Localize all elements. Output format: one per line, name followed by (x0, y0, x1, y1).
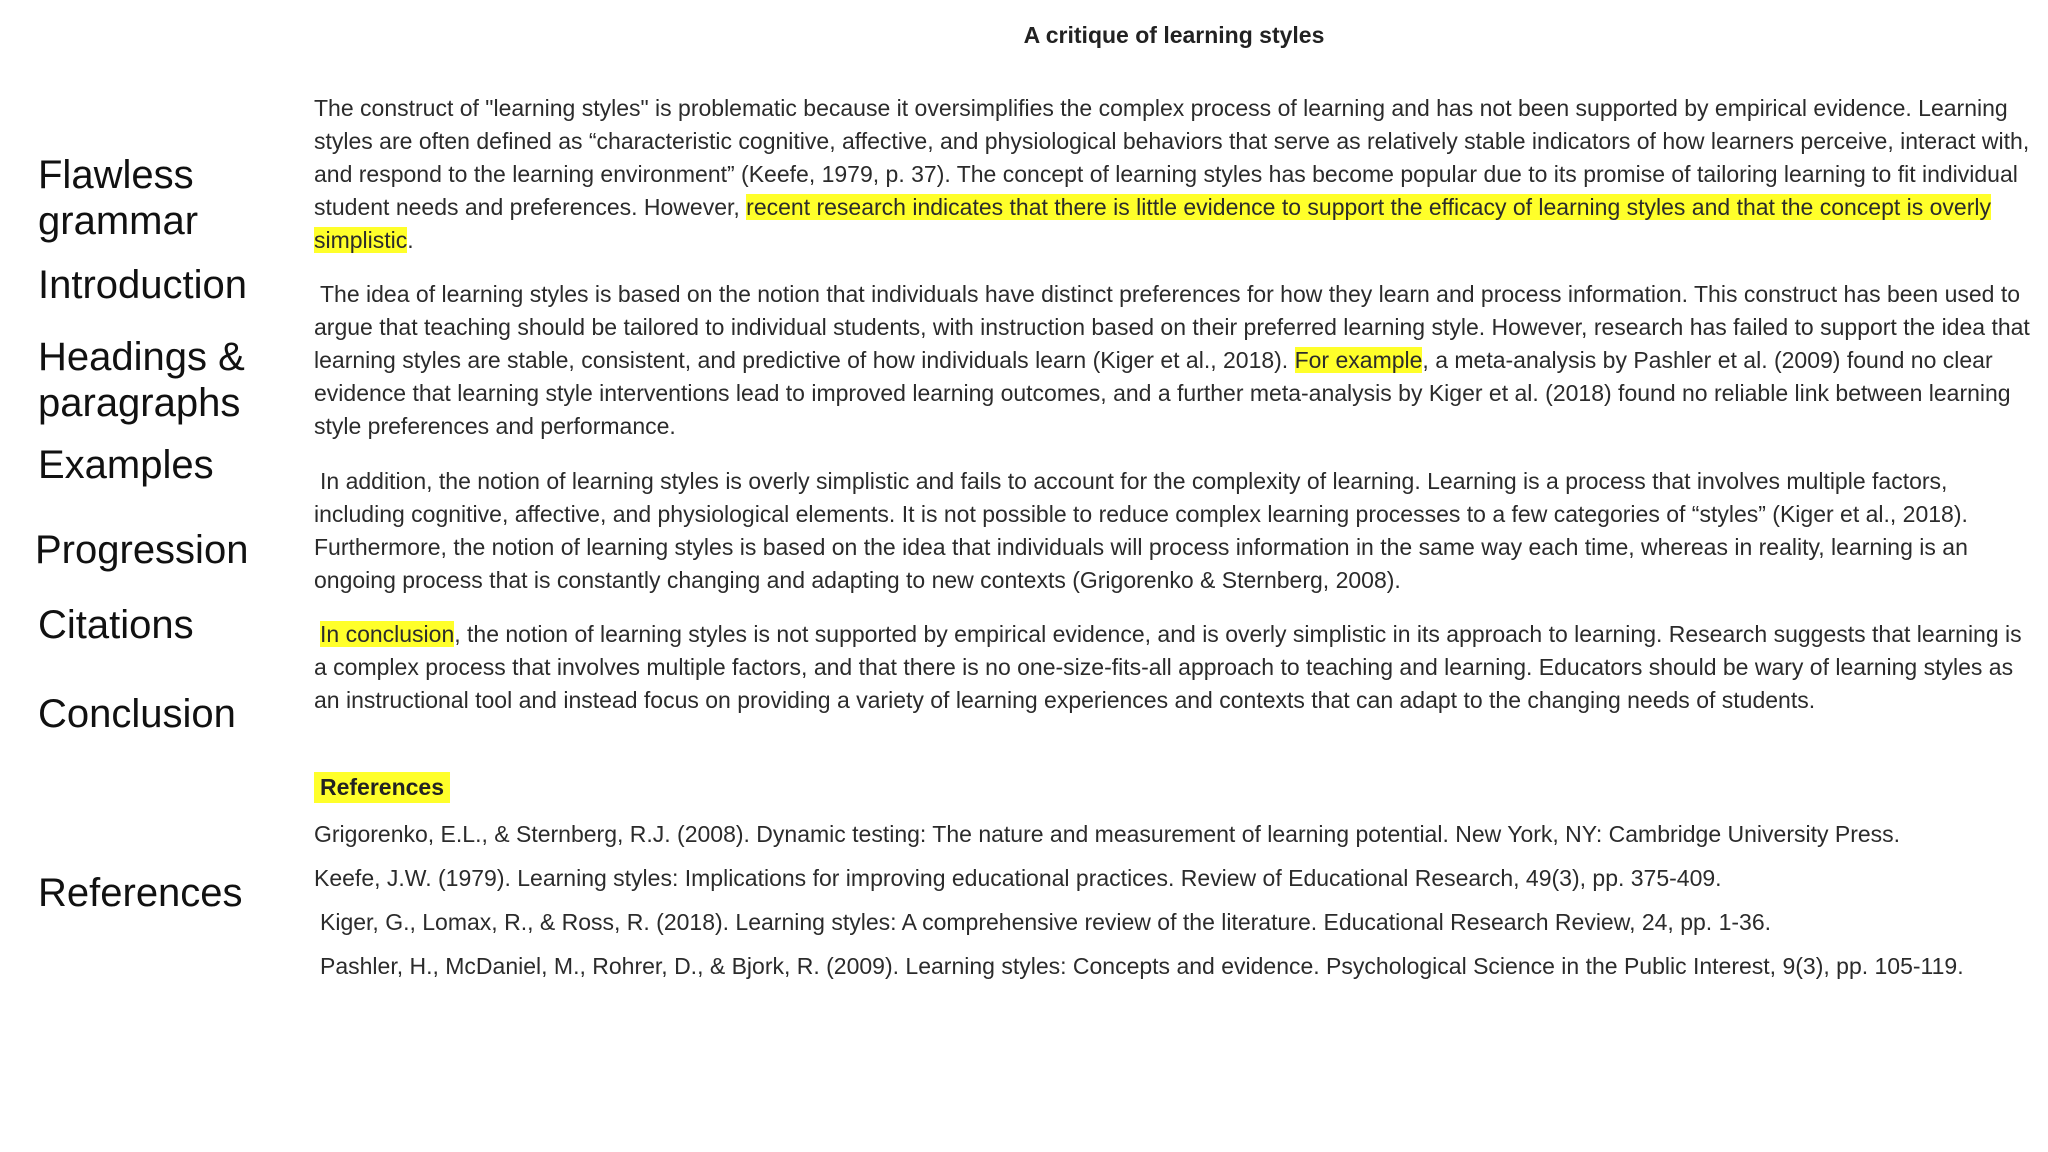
reference-item: Keefe, J.W. (1979). Learning styles: Implications for improving educational practices. Review of Educational Research, 49(3), pp. 375-409. (314, 865, 1722, 891)
paragraph-text: , a meta-analysis by Pashler et al. (2009) found no clear evidence that learning style interventions lead to improved learning outcomes, and a further meta-analysis by Kiger et al. (2018) found no reliable link between learning style preferences and performance. (314, 347, 2011, 439)
paragraph-text: . (407, 227, 414, 253)
label-flawless-grammar: Flawless grammar (38, 153, 199, 243)
label-conclusion: Conclusion (38, 692, 236, 736)
label-progression: Progression (35, 528, 249, 572)
label-citations: Citations (38, 603, 194, 647)
highlighted-conclusion: In conclusion (320, 621, 455, 647)
reference-item: Pashler, H., McDaniel, M., Rohrer, D., & Bjork, R. (2009). Learning styles: Concepts and evidence. Psychological Science in the Public Interest, 9(3), pp. 105-119. (320, 953, 1964, 979)
label-references: References (38, 871, 243, 915)
paragraph-body-1 (314, 278, 2034, 443)
highlighted-example: For example (1294, 347, 1423, 373)
label-examples: Examples (38, 443, 214, 487)
paragraph-conclusion (314, 618, 2034, 717)
label-headings-paragraphs: Headings & paragraphs (38, 335, 245, 425)
paragraph-body-2: In addition, the notion of learning styles is overly simplistic and fails to account for the complexity of learning. Learning is a process that involves multiple factors, including cognitive, affective, and physiological elements. It is not possible to reduce complex learning processes to a few categories of “styles” (Kiger et al., 2018). Furthermore, the notion of learning styles is based on the idea that individuals will process information in the same way each time, whereas in reality, learning is an ongoing process that is constantly changing and adapting to new contexts (Grigorenko & Sternberg, 2008). (314, 468, 1968, 593)
paragraph-introduction (314, 92, 2034, 257)
references-heading: References (314, 772, 450, 803)
reference-item: Kiger, G., Lomax, R., & Ross, R. (2018). Learning styles: A comprehensive review of the literature. Educational Research Review, 24, pp. 1-36. (320, 909, 1771, 935)
paragraph-text: The idea of learning styles is based on the notion that individuals have distinct preferences for how they learn and process information. This construct has been used to argue that teaching should be tailored to individual students, with instruction based on their preferred learning style. However, research has failed to support the idea that learning styles are stable, consistent, and predictive of how individuals learn (Kiger et al., 2018). (314, 281, 2030, 373)
document-title: A critique of learning styles (1023, 22, 1325, 48)
label-introduction: Introduction (38, 263, 248, 307)
reference-item: Grigorenko, E.L., & Sternberg, R.J. (2008). Dynamic testing: The nature and measurement of learning potential. New York, NY: Cambridge University Press. (314, 821, 1901, 847)
paragraph-text: , the notion of learning styles is not supported by empirical evidence, and is overly simplistic in its approach to learning. Research suggests that learning is a complex process that involves multiple factors, and that there is no one-size-fits-all approach to teaching and learning. Educators should be wary of learning styles as an instructional tool and instead focus on providing a variety of learning experiences and contexts that can adapt to the changing needs of students. (314, 621, 2022, 713)
highlighted-thesis: recent research indicates that there is little evidence to support the efficacy of learning styles and that the concept is overly simplistic (314, 194, 1991, 253)
paragraph-text: The construct of "learning styles" is problematic because it oversimplifies the complex process of learning and has not been supported by empirical evidence. Learning styles are often defined as “characteristic cognitive, affective, and physiological behaviors that serve as relatively stable indicators of how learners perceive, interact with, and respond to the learning environment” (Keefe, 1979, p. 37). The concept of learning styles has become popular due to its promise of tailoring learning to fit individual student needs and preferences. However, (314, 95, 2030, 220)
